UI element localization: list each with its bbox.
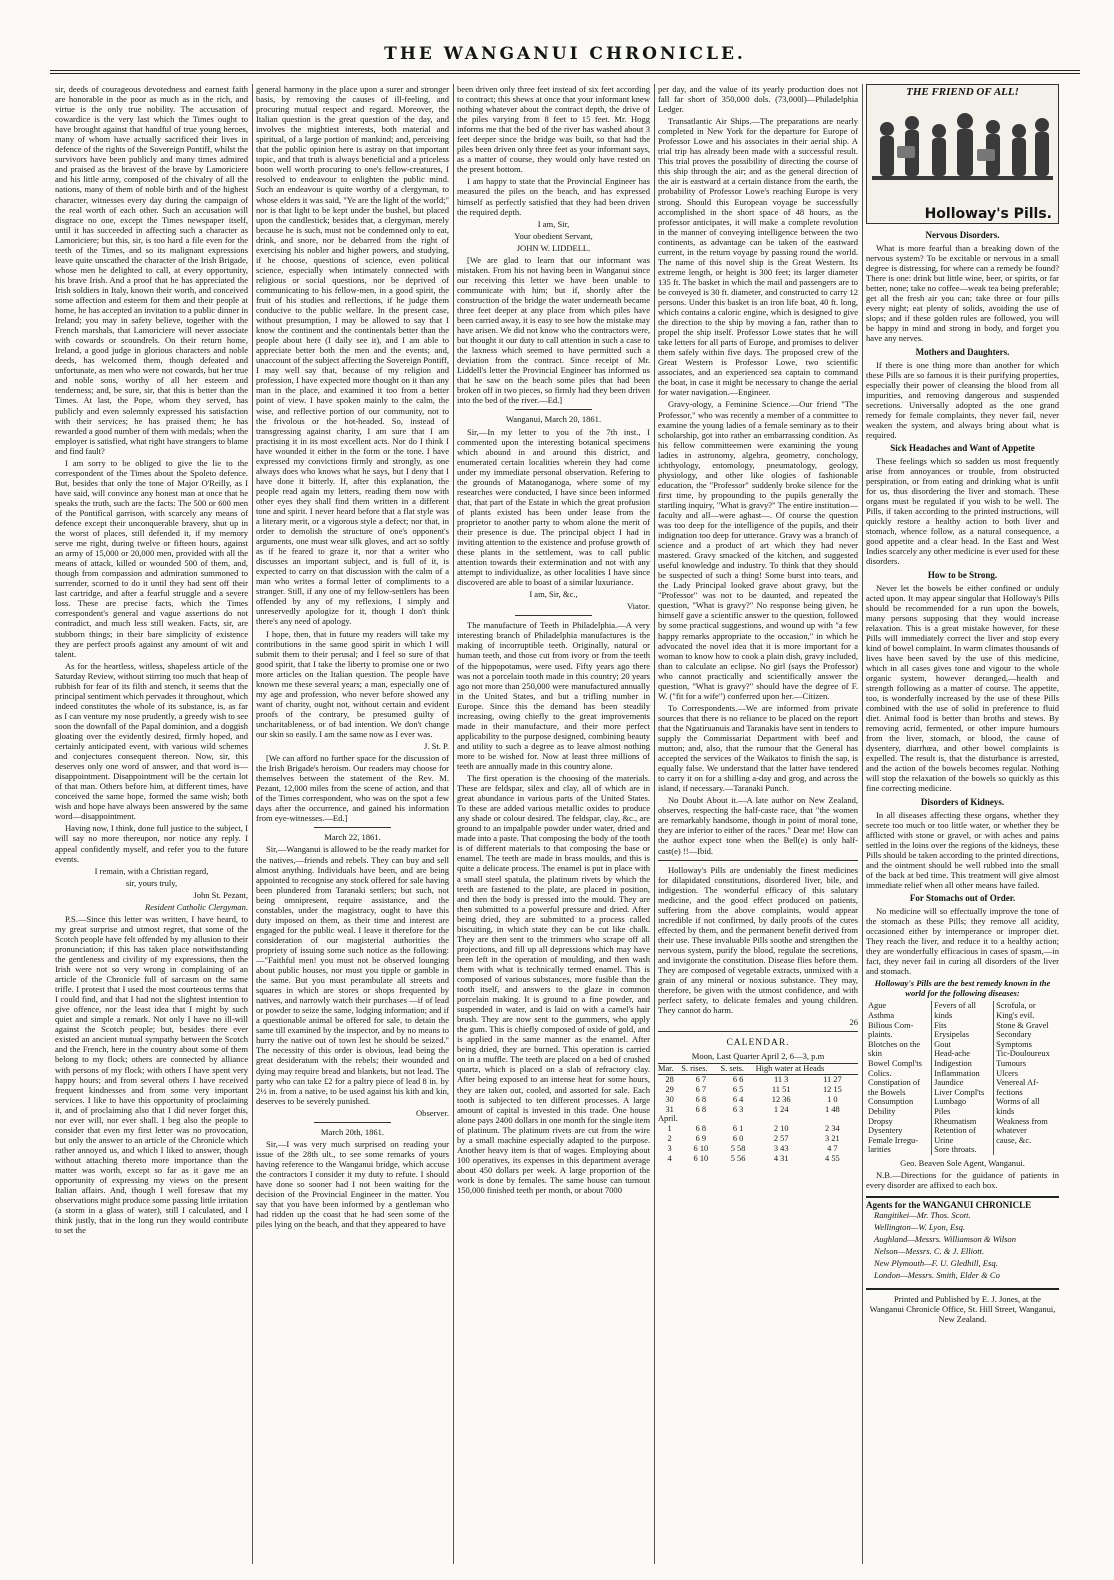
calendar-cell: 4 31 xyxy=(773,1153,789,1163)
disease-cell: Indigestion xyxy=(932,1059,994,1069)
agent-entry: Rangitikei—Mr. Thos. Scott. xyxy=(874,1210,971,1221)
calendar-cell: 12 15 xyxy=(822,1085,842,1094)
calendar-table xyxy=(658,1063,858,1163)
separator xyxy=(515,409,592,410)
disease-cell: Debility xyxy=(868,1106,896,1116)
printer-imprint: Printed and Published by E. J. Jones, at the Wanganui Chronicle Office, St. Hill Street, Wanganui, New Zealand. xyxy=(866,1288,1059,1324)
letter-paragraph: been driven only three feet instead of six feet according to contract; this shews at once that your informant knew nothing whatever about the contract depth, the drive of the piles varying from 8 feet to 15 feet. Mr. Hogg informs me that the bed of the river has washed about 3 feet deeper since the bridge was built, so that had the piles been driven only three feet as your informant says, as a matter of course, they would only have rested on the present bottom. xyxy=(457,84,650,175)
letter-paragraph: Sir,—Wanganui is allowed to be the ready market for the natives,—friends and rebels. They can buy and sell almost anything. Individuals have been, and are being appointed to recognise any stock offered for sale having been plundered from Taranaki settlers; but such, not being omnipresent, require assistance, and the constables, under the magistracy, ought to have this duty imposed on them, as their time and interest are engaged for the public weal. I leave it therefore for the consideration of our magisterial authorities the propriety of issuing some such notice as the following:—"Faithful men! you must not be observed lounging about public houses, nor must you tipple or gamble in the same. But you must perambulate all streets and squares in which are stores or shops frequented by natives, and narrowly watch their purchases —if of lead or powder to seize the same, lodging information; and if a questionable animal be offered for sale, to detain the same till examined by the inspector, and by no means to hurry the native out of town lest he should be seized." The necessity of this order is obvious, lead being the great desideratum with the rebels; their wounded and dying may require bread and blankets, but not lead. The party who can take £2 for a paltry piece of lead 8 in. by 2½ in. from a native, to be used against his kith and kin, deserves to be severely punished. xyxy=(256,844,449,1106)
signoff-line: Your obedient Servant, xyxy=(514,230,593,241)
disease-cell: Consumption xyxy=(868,1097,914,1107)
disease-row xyxy=(866,1117,1059,1127)
calendar-cell: 11 27 xyxy=(823,1075,842,1085)
calendar-cell: 4 7 xyxy=(827,1143,838,1153)
letter-paragraph: I am happy to state that the Provincial Engineer has measured the piles on the beach, and has expressed himself as perfectly satisfied that they had been driven the required depth. xyxy=(457,176,650,217)
calendar-header: S. sets. xyxy=(721,1064,756,1075)
disease-cell: Constipation of xyxy=(868,1078,920,1088)
calendar-row xyxy=(658,1085,858,1095)
column-divider xyxy=(654,84,655,1564)
agent-entry: London—Messrs. Smith, Elder & Co xyxy=(874,1270,1000,1281)
disease-cell: Sore throats. xyxy=(932,1145,994,1155)
disease-row xyxy=(866,1069,1059,1079)
letter-paragraph: sir, deeds of courageous devotedness and earnest faith are honorable in the poor as much as in the rich, and virtue is the only true nobility. The accusation of cowardice is the very last which the Times ought to have brought against that handful of true young heroes, many of whom have actually sacrificed their lives in defence of the rights of the Sovereign Pontiff, whilst the survivors have been publicly and many times admired and praised as the bravest of the brave by Lamoriciere and his little army, composed of the chivalry of all the nations, many of them of noble birth and of the highest character, witnesses every day during the campaign of the real worth of each other. Such an accusation will disgrace no one, except the Times newspaper itself, until it has succeeded in affecting such a character as Lamoriciere; but this, sir, is too hard a file even for the teeth of the Times, and so its malignant expressions leave quite unscathed the character of the Irish Brigade, whose men he delighted to call, at every opportunity, his brave Irish. And a proof that he has appreciated the Irish soldiers in Italy, known their worth, and conceived some affection and esteem for them and their people at home, he has accepted an invitation to a public dinner in Ireland; you may in safety believe, together with the French marshals, that Lamoriciere will never associate with cowards or scoundrels. On their return home, Ireland, a good judge in glorious characters and noble deeds, has welcomed them, though defeated and unfortunate, as men who were not cowards, but her true and noble sons, worthy of all her esteem and tenderness; and, be sure, sir, that this is better than the Times. At last, the Pope, whom they served, has publicly and even solemnly expressed his satisfaction with their services; he has praised them; he has rewarded a good number of them with medals; when the employer is satisfied, what right have strangers to blame and find fault? xyxy=(55,84,248,456)
calendar-cell: 1 24 xyxy=(773,1104,789,1114)
disease-cell: larities xyxy=(868,1145,891,1155)
calendar-cell: 6 0 xyxy=(732,1133,744,1143)
calendar-cell: 2 xyxy=(667,1133,672,1143)
calendar-cell: 2 34 xyxy=(825,1124,840,1134)
disease-cell: Fevers of all xyxy=(932,1001,994,1011)
section-heading: Disorders of Kidneys. xyxy=(920,796,1005,807)
calendar-row xyxy=(658,1114,858,1124)
calendar-cell: 2 57 xyxy=(773,1133,789,1143)
section-heading: Sick Headaches and Want of Appetite xyxy=(890,442,1035,453)
column-divider xyxy=(862,84,863,1564)
calendar-body xyxy=(658,1075,858,1164)
column-3 xyxy=(457,84,650,1564)
letter-paragraph: general harmony in the place upon a surer and stronger basis, by removing the causes of ill-feeling, and procuring mutual respect and regard. Moreover, the Italian question is the great question of the day, and involves the mightiest interests, both material and spiritual, of a large portion of mankind; and, perceiving that the public opinion here is astray on that important topic, and that truth is always beneficial and a priceless boon well worth procuring to one's fellow-creatures, I resolved to endeavour to enlighten the public mind. Such an endeavour is quite worthy of a clergyman, to whose elders it was said, "Ye are the light of the world;" nor is that light to be kept under the bushel, but placed upon the candlestick; besides that, a clergyman, merely because he is such, must not be condemned only to eat, drink, and snore, nor be debarred from the right of exercising his nobler and higher powers, and studying, if he choose, questions of science, even political science, especially when intimately connected with religious or social questions, nor be deprived of communicating to his fellow-men, in a good spirit, the fruit of his studies and reflections, if he judge them conducive to the public welfare. In the present case, without presumption, I may be allowed to say that I know the continent and the continentals better than the people about here (I daily see it), and I am able to appreciate better both the men and the events; and, unaccount of the subject affecting the Sovereign Pontiff, I may well say that, because of my religion and profession, I have expected more thought on it than any man in the place, and examined it too from a better point of view. I have spoken mainly to the calm, the wise, and reflective portion of our community, not to the frivolous or the hot-headed. So, instead of transgressing against charity, I am sure that I am practising it in its most excellent acts. Nor do I think I have wounded it either in the form or the tone. I have expressed my convictions firmly and strongly, as one always does who knows what he says, but I deny that I have done it bitterly. If, after this explanation, the people read again my letters, reading them now with other eyes they shall find them written in a different tone and spirit. I never heard before that a flat style was a literary merit, or a vigorous style a defect; nor that, in order to demolish the structure of one's opponent's arguments, one must wear silk gloves, and act so softly as if he feared to graze it, nor that a writer who discusses an important subject, and is full of it, is expected to carry on that discussion with the calm of a man who writes a formal letter of compliments to a stranger. Still, if any one of my fellow-settlers has been offended by any of my reflexions, I simply and unreservedly apologize for it, though I don't think there's any need of apology. xyxy=(256,84,449,627)
advert-paragraph: Holloway's Pills are undeniably the finest medicines for dilapidated constitutions, disordered liver, bile, and indigestion. The wonderful efficacy of this salutary medicine, and the good effect produced on patients, suffering from the above complaints, would appear incredible if not confirmed, by daily proofs of the cures effected by them, and the permanent benefit derived from their use. These invaluable Pills soothe and strengthen the nervous system, purify the blood, regulate the secretions, and invigorate the constitution. Disease flies before them. They are composed of vegetable extracts, unmixed with a grain of any mineral or noxious substance. They may, therefore, be given with the utmost confidence, and with perfect safety, to delicate females and young children. They cannot do harm. xyxy=(658,864,858,1016)
section-heading: How to be Strong. xyxy=(927,569,998,580)
calendar-cell: 6 8 xyxy=(695,1094,707,1104)
calendar-cell: 6 7 xyxy=(695,1085,707,1094)
calendar-header: High water at Heads xyxy=(756,1064,858,1075)
calendar-cell: 3 21 xyxy=(825,1133,840,1143)
signature-title: Resident Catholic Clergyman. xyxy=(145,901,248,912)
advert-paragraph: If there is one thing more than another for which these Pills are so famous it is their purifying properties, especially their power of cleansing the blood from all impurities, and removing dangerous and suspended secretions. Universally adopted as the one grand remedy for female complaints, they never fail, never weaken the system, and always bring about what is required. xyxy=(866,359,1059,440)
disease-cell: the Bowels xyxy=(868,1087,906,1097)
calendar-cell: 6 9 xyxy=(695,1133,707,1143)
disease-cell: Stone & Gravel xyxy=(994,1021,1059,1031)
calendar-row xyxy=(658,1124,858,1134)
calendar-cell: 4 xyxy=(667,1153,672,1163)
disease-cell: skin xyxy=(868,1049,882,1059)
calendar-cell: 1 xyxy=(667,1124,672,1134)
disease-cell: kinds xyxy=(932,1011,994,1021)
calendar-cell: 4 55 xyxy=(825,1153,840,1163)
letter-paragraph: I am sorry to be obliged to give the lie to the correspondent of the Times about the Spoleto defence. But, besides that only the tone of Major O'Reilly, as I have said, will convince any honest man at once that he speaks the truth, such are the facts: The 500 or 600 men of the Pontifical garrison, with scarcely any means of defence except their unconquerable bravery, shut up in the worst of places, still defended it, if my memory serve me right, during twelve or fifteen hours, against an army of 15,000 or 20,000 men, provided with all the means of attack, killed or wounded 500 of them, and, though from compassion and admiration summoned to surrender, scorned to do it until they had sent off their last cartridge, and after a fearful struggle and a severe loss. These are precise facts, which the Times correspondent's general and vague assertions do not contradict, and much less still weaken. Facts, sir, are stubborn things; in their bare simplicity of existence they are perfect proofs against any amount of wit and talent. xyxy=(55,457,248,659)
calendar-cell: 6 7 xyxy=(695,1075,707,1085)
calendar-title: CALENDAR. xyxy=(726,1038,790,1049)
illustration-caption-bottom: Holloway's Pills. xyxy=(924,205,1052,222)
disease-cell: Tic-Douloureux xyxy=(994,1049,1059,1059)
calendar-header: Mar. xyxy=(658,1064,681,1075)
disease-row xyxy=(866,1145,1059,1155)
section-heading: Mothers and Daughters. xyxy=(915,346,1010,357)
disease-row xyxy=(866,1040,1059,1050)
signoff-line: I am, Sir, xyxy=(537,218,570,229)
agents-heading: Agents for the WANGANUI CHRONICLE xyxy=(866,1196,1059,1210)
diseases-body xyxy=(866,1001,1059,1155)
signature: Observer. xyxy=(416,1107,449,1118)
calendar-row xyxy=(658,1134,858,1144)
calendar-cell: 3 43 xyxy=(773,1143,789,1153)
disease-cell: Colics. xyxy=(868,1068,892,1078)
signoff-line: sir, yours truly, xyxy=(125,877,178,888)
disease-cell: Dysentery xyxy=(868,1126,903,1136)
disease-row xyxy=(866,1097,1059,1107)
editor-note: [We can afford no further space for the discussion of the Irish Brigade's heroism. Our readers may choose for themselves between the statement of the Rev. M. Pezant, 12,000 miles from the scene of action, and that of the Times correspondent, who was on the spot a few days after the occurrence, and gained his information from eye-witnesses.—Ed.] xyxy=(256,753,449,824)
advert-paragraph: These feelings which so sadden us most frequently arise from annoyances or trouble, from obstructed perspiration, or from eating and drinking what is unfit for us, thus disordering the liver and stomach. These organs must be regulated if you wish to be well. The Pills, if taken according to the printed instructions, will quickly restore a healthy action to both liver and stomach, whence follow, as a natural consequence, a good appetite and a clear head. In the East and West Indies scarcely any other medicine is ever used for these disorders. xyxy=(866,455,1059,567)
calendar-month-label: April. xyxy=(658,1114,678,1124)
disease-cell: kinds xyxy=(994,1107,1059,1117)
calendar-cell: 6 4 xyxy=(732,1094,744,1104)
article-paragraph: To Correspondents.—We are informed from private sources that there is no reliance to be placed on the report that the Ngatiruanuis and Taranakis have sent in tenders to supply the Commissariat Department with beef and mutton; and, also, that the rumour that the General has accepted the services of the Waikatos to finish the sap, is equally false. We understand that the latter have tendered to carry it on for a shilling a-day and grog, and across the island, if necessary.—Taranaki Punch. xyxy=(658,702,858,794)
section-heading: Nervous Disorders. xyxy=(925,230,1000,240)
disease-cell: Dropsy xyxy=(868,1116,893,1126)
calendar-row xyxy=(658,1144,858,1154)
disease-cell: Secondary xyxy=(994,1030,1059,1040)
disease-cell: Fits xyxy=(932,1021,994,1031)
article-paragraph: The first operation is the choosing of the materials. These are feldspar, silex and clay, all of which are in great abundance in various parts of the United States. To these are added various metallic oxides to produce any shade or colour desired. The feldspar, clay, &c., are ground to an impalpable powder under water, dried and made into a paste. That composing the body of the tooth is of different materials to that composing the base or enamel. The teeth are made in brass moulds, and this is quite a delicate process. The enamel is put in place with a small steel spatula, the platinum rivets by which the teeth are fastened to the plate, are placed in position, and then the body is pressed into the mould. They are then submitted to a powerful pressure and dried. After being dried, they are submitted to a process called biscuiting, in which state they can be cut like chalk. They are then sent to the trimmers who scrape off all projections, and fill up all depressions which may have been left in the operation of moulding, and then wash them with what is technically termed enamel. This is composed of various substances, more fusible than the tooth itself, and answers to the glaze in common porcelain making. It is ground to a fine powder, and suspended in water, and is laid on with a camel's hair brush. They are now sent to the gummers, who apply the gum. This is chiefly composed of oxide of gold, and is applied in the same manner as the enamel. After being dried, they are burned. This operation is carried on in a muffle. The teeth are placed on a bed of crushed quartz, which is placed on a slab of refractory clay. After being exposed to an intense heat for some hours, they are taken out, cooled, and assorted for sale. Each tooth is subjected to ten different processes. A large amount of capital is invested in this trade. One house alone pays 2400 dollars in one month for the single item of platinum. The platinum rivets are cut from the wire by a small machine especially adapted to the purpose. Another heavy item is that of wages. Employing about 100 operatives, its expenses in this department average about 450 dollars per week. A large proportion of the work is done by females. The same house can turnout 150,000 finished teeth per month, or about 7000 xyxy=(457,773,650,1195)
calendar-header-row xyxy=(658,1064,858,1075)
calendar-cell: 6 1 xyxy=(732,1124,744,1134)
disease-cell: Erysipelas xyxy=(932,1030,994,1040)
disease-cell: Tumours xyxy=(994,1059,1059,1069)
disease-cell: Jaundice xyxy=(932,1078,994,1088)
article-paragraph: per day, and the value of its yearly production does not fall far short of 350,000 dols. (73,000l)—Philadelphia Ledger. xyxy=(658,84,858,115)
disease-row xyxy=(866,1088,1059,1098)
disease-cell: plaints. xyxy=(868,1030,893,1040)
letter-paragraph: I hope, then, that in future my readers will take my contributions in the same good spirit in which I will submit them to their perusal; and I feel so sure of that good spirit, that I take the liberty to promise one or two more articles on the Italian question. The people have known me these several years; a man, especially one of my age and profession, who never before showed any want of charity, ought not, without certain and evident proofs of the contrary, be presumed guilty of uncharitableness, or of bad intention. We don't change our skin so easily. I am the same now as I ever was. xyxy=(256,628,449,739)
disease-cell: Lumbago xyxy=(932,1097,994,1107)
separator xyxy=(314,1122,391,1123)
advert-paragraph: No medicine will so effectually improve the tone of the stomach as these Pills; they remove all acidity, occasioned either by intemperance or improper diet. They reach the liver, and reduce it to a healthy action; they are wonderfully efficacious in cases of spasm,—in fact, they never fail in curing all disorders of the liver and stomach. xyxy=(866,906,1059,977)
calendar-cell: 12 36 xyxy=(771,1094,791,1104)
letter-date: March 20th, 1861. xyxy=(320,1126,385,1137)
disease-cell: Asthma xyxy=(868,1011,895,1021)
separator xyxy=(658,860,858,861)
calendar-cell: 6 6 xyxy=(732,1075,744,1085)
disease-row xyxy=(866,1126,1059,1136)
disease-cell: Inflammation xyxy=(932,1069,994,1079)
calendar-cell: 6 8 xyxy=(695,1104,707,1114)
calendar-cell: 11 51 xyxy=(771,1085,791,1094)
disease-cell: fections xyxy=(994,1088,1059,1098)
calendar-subtitle: Moon, Last Quarter April 2, 6—3, p.m xyxy=(691,1051,825,1062)
disease-row xyxy=(866,1049,1059,1059)
agent-entry: New Plymouth—F. U. Gledhill, Esq. xyxy=(874,1258,998,1269)
section-heading: For Stomachs out of Order. xyxy=(909,892,1016,903)
directions-note: N.B.—Directions for the guidance of patients in every disorder are affixed to each box. xyxy=(866,1169,1059,1191)
calendar-row xyxy=(658,1105,858,1115)
article-paragraph: Transatlantic Air Ships.—The preparations are nearly completed in New York for the departure for Europe of Professor Lowe and his associates in their aerial ship. A trial trip has already been made with a successful result. This trial proves the possibility of directing the course of this ship through the air; and as the general direction of the air is eastward at a certain distance from the earth, the probability of Professor Lowe's reaching Europe is very strong. Should this European voyage be successfully accomplished in the short space of 48 hours, as the professor anticipates, it will make a complete revolution in the manner of conveying intelligence between the two continents, as advantage can be taken of the eastward current, in the return voyage by passing round the world. The name of this novel ship is the Great Western. Its extreme length, or height is 300 feet; its larger diameter 135 ft. The basket in which the mail and passengers are to be conveyed is 30 ft. diameter, and constructed to carry 12 persons. Under this basket is an iron life boat, 40 ft. long, which contains a caloric engine, which is designed to give the direction to the ship by moving a fan, rather than to propel the ship itself. Professor Lowe states that he will take letters for all parts of Europe, and promises to deliver them safely within five days. The proposed crew of the Great Western is Professor Lowe, two scientific associates, and an experienced sea captain to command the boat, in case it might be necessary to change the aerial for water navigation.—Engineer. xyxy=(658,116,858,398)
disease-cell: Rheumatism xyxy=(932,1117,994,1127)
masthead-rule-bottom xyxy=(50,73,1080,74)
agent-entry: Wellington—W. Lyon, Esq. xyxy=(874,1222,965,1233)
calendar-cell: 6 8 xyxy=(695,1124,707,1134)
holloway-illustration xyxy=(866,84,1059,224)
letter-paragraph: Sir,—In my letter to you of the 7th inst., I commented upon the interesting botanical specimens which abound in and around this district, and enumerated certain localities wherein they had come under my immediate personal observation. Refering to the grounds of Matanoganoga, where some of my researches were conducted, I have since been informed that, that part of the Estate in which the great profusion of plants existed has been under lease from the proprietor to another party to whom alone the merit of their presence is due. The principal object I had in inviting attention to the existence and profuse growth of these plants in the settlement, was to call public attention towards their extermination and not with any attempt to individualize, as other localities I have since discovered are able to boast of a similar luxuriance. xyxy=(457,426,650,588)
signature: J. St. P. xyxy=(424,741,449,752)
calendar-cell: 31 xyxy=(665,1104,674,1114)
column-divider xyxy=(252,84,253,1564)
calendar-cell: 2 10 xyxy=(773,1124,789,1134)
disease-cell: Symptoms xyxy=(994,1040,1059,1050)
disease-cell: Retention of xyxy=(932,1126,994,1136)
letter-paragraph: As for the heartless, witless, shapeless article of the Saturday Review, without stirring too much that heap of rubbish for fear of its filth and stench, it seems that the principal sentiment which pervades it throughout, which indeed constitutes the whole of its substance, is, as far as I can venture my nose prudently, a greedy wish to see soon the downfall of the Papal dominion, and a doggish gloating over the evidently desired, firmly hoped, and certainly anticipated event, with various wild schemes and conjectures consequent thereon. Now, sir, this deserves only one word of answer, and that word is—disappointment. Disappointment will be the certain lot of that man. Others before him, at different times, have conceived the same hope, formed the same wish; both wish and hope have always been answered by the same word—disappointment. xyxy=(55,660,248,822)
disease-cell: Head-ache xyxy=(932,1049,994,1059)
disease-cell: Bowel Compl'ts xyxy=(868,1058,922,1068)
disease-cell xyxy=(994,1145,1059,1155)
calendar-cell: 30 xyxy=(665,1094,674,1104)
agent-entry: Aughland—Messrs. Williamson & Wilson xyxy=(874,1234,1016,1245)
disease-cell: Female Irregu- xyxy=(868,1135,918,1145)
letter-date: Wanganui, March 20, 1861. xyxy=(505,414,602,425)
calendar-row xyxy=(658,1154,858,1164)
calendar-cell: 6 5 xyxy=(732,1085,744,1094)
disease-cell: Ague xyxy=(868,1001,887,1011)
disease-cell: Bilious Com- xyxy=(868,1020,914,1030)
signature: Viator. xyxy=(627,601,650,612)
disease-cell: King's evil. xyxy=(994,1011,1059,1021)
article-paragraph: The manufacture of Teeth in Philadelphia.—A very interesting branch of Philadelphia manufactures is the making of incorruptible teeth. Originally, natural or human teeth, and those cut from ivory or from the teeth of the hippopotamus, were used. Fifty years ago there was not a porcelain tooth made in this country; 20 years ago not more than 250,000 were manufactured annually in the United States, and but a trifling number in Europe. Since this the demand has been steadily increasing, owing chiefly to the great improvements made in their manufacture, and their more perfect applicability to the purpose designed, combining beauty and utility to such a degree as to leave almost nothing more to be wished for. Now at least three millions of teeth are annually made in this country alone. xyxy=(457,620,650,771)
signoff-line: I am, Sir, &c., xyxy=(529,589,578,600)
disease-cell: Gout xyxy=(932,1040,994,1050)
diseases-table xyxy=(866,1001,1059,1155)
diseases-intro: Holloway's Pills are the best remedy known in the world for the following diseases: xyxy=(874,978,1051,999)
disease-cell: Worms of all xyxy=(994,1097,1059,1107)
advert-number: 26 xyxy=(849,1017,858,1028)
disease-row xyxy=(866,1011,1059,1021)
disease-row xyxy=(866,1078,1059,1088)
calendar-cell: 1 48 xyxy=(825,1104,840,1114)
article-paragraph: No Doubt About it.—A late author on New Zealand, observes, respecting the half-caste race, that "the women are remarkably handsome, though in point of moral tone, they are inferior to either of the races." Dear me! How can the author expect tone when the Bell(e) is only half-cast(e) !!—Ibid. xyxy=(658,795,858,856)
masthead-rule-top xyxy=(50,70,1080,71)
editor-note: [We are glad to learn that our informant was mistaken. From his not having been in Wanganui since our receiving this letter we have been unable to communicate with him; but if, shortly after the construction of the bridge the water underneath became three feet deeper at any place from which piles have been carried away, it is easy to see how the mistake may have arisen. We did not know who the contractors were, but thought it our duty to call attention in such a case to the laxness which seemed to have permitted such a deviation from the contract. Since receipt of Mr. Liddell's letter the Provincial Engineer has informed us that he saw on the beach some piles that had been broken off in two pieces, so firmly had they been driven into the bed of the river.—Ed.] xyxy=(457,254,650,406)
calendar-cell: 11 3 xyxy=(774,1075,789,1085)
separator xyxy=(515,615,592,616)
signature: John St. Pezant, xyxy=(193,889,248,900)
advert-paragraph: In all diseases affecting these organs, whether they secrete too much or too little water, or whether they be afflicted with stone or gravel, or with aches and pains settled in the loins over the regions of the kidneys, these Pills should be taken according to the printed directions, and the ointment should be well rubbed into the small of the back at bed time. This treatment will give almost immediate relief when all other means have failed. xyxy=(866,809,1059,890)
sole-agent: Geo. Beaven Sole Agent, Wanganui. xyxy=(900,1157,1025,1168)
disease-cell: Scrofula, or xyxy=(994,1001,1059,1011)
calendar-cell: 6 10 xyxy=(693,1143,709,1153)
calendar-cell: 5 58 xyxy=(730,1143,746,1153)
separator xyxy=(314,827,391,828)
disease-row xyxy=(866,1021,1059,1031)
letter-date: March 22, 1861. xyxy=(324,832,381,843)
calendar-cell: 1 0 xyxy=(827,1094,838,1104)
column-divider xyxy=(453,84,454,1564)
disease-row xyxy=(866,1030,1059,1040)
calendar-cell: 29 xyxy=(665,1085,674,1094)
disease-cell: Venereal Af- xyxy=(994,1078,1059,1088)
calendar-cell: 6 10 xyxy=(693,1153,709,1163)
column-1 xyxy=(55,84,248,1564)
disease-row xyxy=(866,1001,1059,1011)
illustration-caption-top: THE FRIEND OF ALL! xyxy=(906,86,1019,98)
advert-paragraph: What is more fearful than a breaking down of the nervous system? To be excitable or nervous in a small degree is distressing, for where can a remedy be found? There is one: drink but little wine, beer, or spirits, or far better, none; take no coffee—weak tea being preferable; get all the fresh air you can; take three or four pills every night; eat plenty of solids, avoiding the use of slops; and if these golden rules are followed, you will be happy in mind and strong in body, and forget you have any nerves. xyxy=(866,243,1059,344)
masthead-title: THE WANGANUI CHRONICLE. xyxy=(384,44,746,64)
disease-cell: cause, &c. xyxy=(994,1136,1059,1146)
column-4 xyxy=(658,84,858,1564)
disease-cell: Urine xyxy=(932,1136,994,1146)
column-2 xyxy=(256,84,449,1564)
agents-list xyxy=(866,1210,1059,1280)
article-paragraph: Gravy-ology, a Feminine Science.—Our friend "The Professor," who was recently a member of a committee to examine the young ladies of a female seminary as to their scholarship, got into rather an embarrassing condition. As his fellow committeemen were examining the young ladies in astronomy, algebra, geometry, conchology, ichthyology, entomology, pneumatology, geology, physiology, and other like ologies of fashionable education, the "Professor" suddenly broke silence for the first time, by propounding to the pupils generally the startling inquiry, "What is gravy?" The entire institution—faculty and all—were aghast—. Of course the question was too deep for the intelligence of the pupils, and their indignation too deep for utterance. Gravy was a branch of science and a product of art which they had never mastered. Gravy smacked of the kitchen, and suggested useful knowledge and industry. To think that they should be suspected of such a thing! Some burst into tears, and the Lady Principal looked grave about gravy, but the "Professor" was not to be daunted, and repeated the question, "What is gravy?" No response being given, he himself gave a scientific answer to the question, followed by some practical suggestions, and wound up with "a few happy remarks appropriate to the occasion," in which he advocated the novel idea that it is more important for a woman to know how to cook a plain dish, gravy included, than to calculate an eclipse. No girl (says the Professor) who cannot practically and scientifically answer the question, "What is gravy?" should have the degree of F. W. ("fit for a wife") conferred upon her.—Citizen. xyxy=(658,399,858,701)
disease-cell: whatever xyxy=(994,1126,1059,1136)
letter-paragraph: Sir,—I was very much surprised on reading your issue of the 28th ult., to see some remarks of yours having reference to the Wanganui bridge, which accuse the contractors I consider it my duty to refute. I should have done so sooner had I not been waiting for the decision of the Provincial Engineer in the matter. You say that you have been informed by a gentleman who had ridden up the coast that he had seen some of the piles lying on the beach, and that they appeared to have xyxy=(256,1138,449,1230)
disease-cell: Liver Compl'ts xyxy=(932,1088,994,1098)
separator xyxy=(658,1031,858,1032)
disease-cell: Blotches on the xyxy=(868,1039,921,1049)
disease-row xyxy=(866,1059,1059,1069)
calendar-header: S. rises. xyxy=(681,1064,720,1075)
calendar-cell: 5 56 xyxy=(730,1153,746,1163)
calendar-row xyxy=(658,1095,858,1105)
calendar-cell: 6 3 xyxy=(732,1104,744,1114)
advert-paragraph: Never let the bowels be either confined or unduly acted upon. It may appear singular that Holloway's Pills should be recommended for a run upon the bowels, many persons supposing that they would increase relaxation. This is a great mistake however, for these Pills will immediately correct the liver and stop every kind of bowel complaint. In warm climates thousands of lives have been saved by the use of this medicine, which in all cases gives tone and vigour to the whole organic system, however deranged,—health and strength following as a matter of course. The appetite, too, is wonderfully increased by the use of these Pills combined with the use of solid in preference to fluid diet. Animal food is better than broths and stews. By removing acrid, fermented, or other impure humours from the liver, stomach, or blood, the cause of dysentery, diarrhœa, and other bowel complaints is expelled. The result is, that the disturbance is arrested, and the action of the bowels becomes regular. Nothing will stop the relaxation of the bowels so quickly as this fine correcting medicine. xyxy=(866,582,1059,794)
calendar-row xyxy=(658,1075,858,1085)
postscript-paragraph: P.S.—Since this letter was written, I have heard, to my great surprise and utmost regret, that some of the Scotch people have felt offended by my allusion to their pronunciation; if this has taken place notwithstanding the gentleness and civility of my expressions, then the Irish were not so very wrong in complaining of an article of the Chronicle full of sarcasm on the same trifle. I protest that I used the most courteous terms that I could find, and that I had not the slightest intention to give offence, nor the least idea that I might by such quiet and simple a remark. Not only I have no ill-will against the Scotch people; but, besides there ever existed an ancient mutual sympathy between the Scotch and the French, here in the country about some of them belong to my flock; others are connected by alliance with persons of my flock; with others I have spent very happy hours; and from several others I have received frequent kindnesses and from some very important services. I like to have this opportunity of proclaiming it, and of proclaiming also that I did never forget this, nor ever will, nor ever shall. I beg also the people to consider that even my first letter was no provocation, but only the answer to an article of the Chronicle which rather annoyed us, and which I liked to answer, though without attaching thereto more importance than the matter was worth, except so far as it gave me an opportunity of expressing my views on the present Italian affairs. And, though I well foresaw that my observations might produce some passing little irritation (a storm in a glass of water), still I calculated, and I think justly, that in the long run they would contribute to set the xyxy=(55,913,248,1236)
disease-cell: Piles xyxy=(932,1107,994,1117)
agent-entry: Nelson—Messrs. C. & J. Elliott. xyxy=(874,1246,985,1257)
calendar-cell: 3 xyxy=(667,1143,672,1153)
disease-row xyxy=(866,1136,1059,1146)
disease-row xyxy=(866,1107,1059,1117)
disease-cell: Weakness from xyxy=(994,1117,1059,1127)
column-5 xyxy=(866,84,1059,1564)
signoff-line: I remain, with a Christian regard, xyxy=(94,865,209,876)
disease-cell: Ulcers xyxy=(994,1069,1059,1079)
signature: JOHN W. LIDDELL. xyxy=(516,242,591,253)
letter-paragraph: Having now, I think, done full justice to the subject, I will say no more thereupon, nor notice any reply. I appeal confidently myself, and refer you to the future events. xyxy=(55,823,248,864)
calendar-cell: 28 xyxy=(665,1075,674,1085)
crowd-engraving-icon xyxy=(867,101,1058,201)
